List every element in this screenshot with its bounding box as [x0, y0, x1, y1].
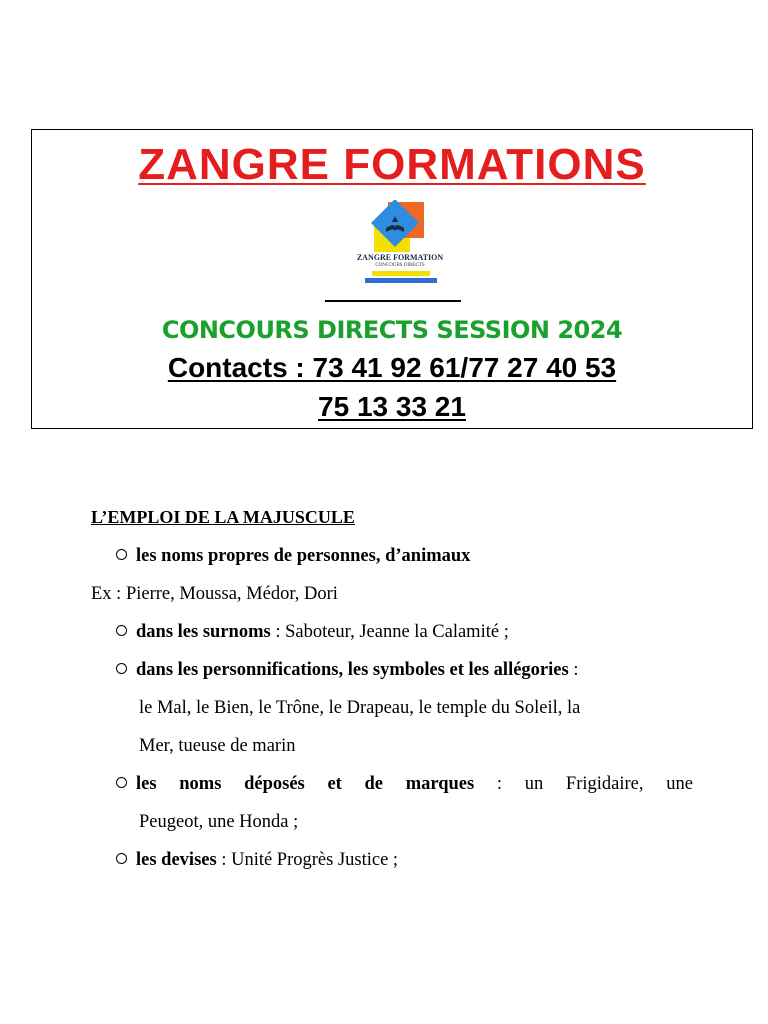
divider-rule [325, 300, 461, 302]
list-item-continuation: Mer, tueuse de marin [139, 736, 296, 756]
contacts-line-1: Contacts : 73 41 92 61/77 27 40 53 [167, 352, 617, 383]
header-box [31, 129, 753, 429]
bullet-icon [116, 663, 127, 674]
logo-graphic [342, 200, 458, 260]
logo-caption: ZANGRE FORMATION [356, 253, 444, 262]
logo-strip-blue [365, 278, 437, 283]
zangre-logo [342, 200, 458, 288]
bullet-icon [116, 625, 127, 636]
list-item-continuation: le Mal, le Bien, le Trône, le Drapeau, le temple du Soleil, la [139, 698, 581, 718]
bullet-icon-wrap: les [116, 774, 157, 795]
list-item-noms-propres: les noms propres de personnes, d’animaux [116, 546, 470, 567]
list-item-continuation: Peugeot, une Honda ; [139, 812, 299, 832]
logo-strip-yellow [372, 271, 430, 276]
contacts-line-2: 75 13 33 21 [318, 391, 466, 422]
example-line: Ex : Pierre, Moussa, Médor, Dori [91, 584, 338, 604]
list-item-devises: les devises : Unité Progrès Justice ; [116, 850, 398, 871]
list-item-surnoms: dans les surnoms : Saboteur, Jeanne la Calamité ; [116, 622, 509, 643]
list-item-marques: les noms déposés et de marques : un Frigidaire, une [116, 774, 693, 795]
logo-subcaption: CONCOURS DIRECTS [375, 263, 425, 268]
brand-title: ZANGRE FORMATIONS [138, 140, 646, 189]
section-title: L’EMPLOI DE LA MAJUSCULE [91, 507, 355, 527]
bullet-icon [116, 777, 127, 788]
bullet-icon [116, 549, 127, 560]
list-item-personnifications: dans les personnifications, les symboles et les allégories : [116, 660, 578, 681]
bullet-icon [116, 853, 127, 864]
session-title: CONCOURS DIRECTS SESSION 2024 [161, 316, 623, 344]
